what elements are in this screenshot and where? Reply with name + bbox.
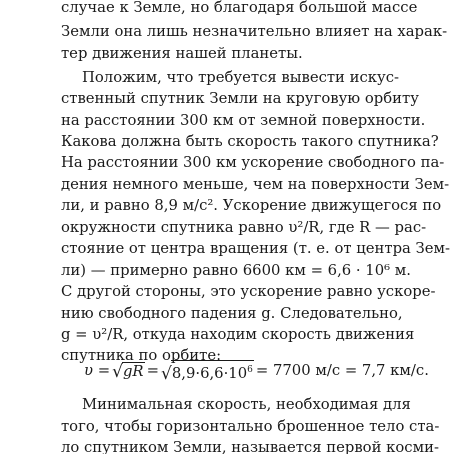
sqrt-icon: √	[160, 363, 172, 384]
orbital-velocity-formula	[84, 356, 429, 386]
exponent: 6	[247, 364, 253, 375]
text-line: того, чтобы горизонтально брошенное тело ста-	[61, 418, 440, 435]
text-line: С другой стороны, это ускорение равно ускоре-	[61, 283, 436, 300]
text-line: ственный спутник Земли на круговую орбиту	[61, 90, 419, 107]
text-line: тер движения нашей планеты.	[61, 45, 303, 62]
text-line: на расстоянии 300 км от земной поверхности.	[61, 112, 426, 129]
text-line: Земли она лишь незначительно влияет на харак-	[61, 23, 448, 40]
text-line: ло спутником Земли, называется первой косми-	[61, 439, 439, 454]
formula-equals: =	[146, 362, 159, 379]
paragraph-start-line: Минимальная скорость, необходимая для	[82, 396, 411, 413]
text-line: спутника по орбите:	[61, 347, 222, 364]
text-line: Какова должна быть скорость такого спутника?	[61, 133, 439, 150]
formula-lhs: υ =	[84, 362, 111, 379]
sqrt-icon: √	[112, 361, 123, 382]
text-line: На расстоянии 300 км ускорение свободного па-	[61, 154, 445, 171]
formula-result: = 7700 м/с = 7,7 км/с.	[255, 362, 429, 379]
sqrt-gr	[112, 362, 144, 381]
text-line: g = υ²/R, откуда находим скорость движения	[61, 326, 415, 343]
text-line: нию свободного падения g. Следовательно,	[61, 305, 403, 322]
paragraph-start-line: Положим, что требуется вывести искус-	[82, 69, 400, 86]
text-line: случае к Земле, но благодаря большой массе	[61, 0, 418, 16]
text-line: стояние от центра вращения (т. е. от центра Зем-	[61, 240, 451, 257]
sqrt-gr-radicand: gR	[122, 362, 144, 380]
text-line: окружности спутника равно υ²/R, где R — рас-	[61, 219, 427, 236]
text-line: ли, и равно 8,9 м/с². Ускорение движущегося по	[61, 197, 442, 214]
text-line: ли) — примерно равно 6600 км = 6,6 · 10⁶ м.	[61, 262, 411, 279]
sqrt-numeric-radicand: $8,9\cdot 6,6\cdot 10^6$	[171, 360, 254, 383]
sqrt-numeric	[161, 360, 254, 383]
text-line: дения немного меньше, чем на поверхности Зем-	[61, 176, 450, 193]
